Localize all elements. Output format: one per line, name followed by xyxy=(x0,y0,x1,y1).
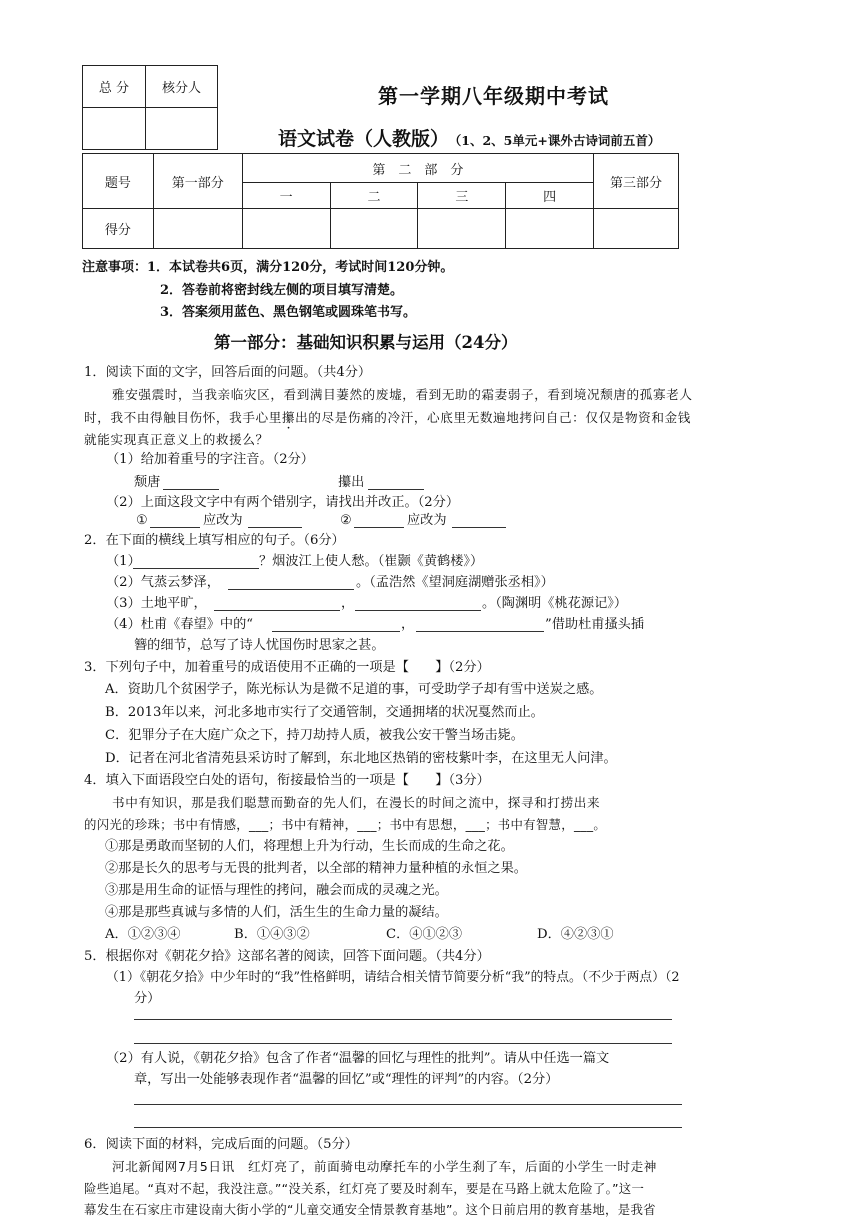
notice-item-1: 1．本试卷共6页，满分120分，考试时间120分钟。 xyxy=(147,260,454,275)
q4-passage-line-2: 的闪光的珍珠；书中有情感，___；书中有精神，___；书中有思想，___；书中有智慧，___。 xyxy=(84,817,607,832)
q6-stem: 6．阅读下面的材料，完成后面的问题。（5分） xyxy=(84,1137,358,1152)
q3-stem: 3．下列句子中，加着重号的成语使用不正确的一项是【 】（2分） xyxy=(84,660,490,675)
score-table xyxy=(82,153,679,249)
q2-line2-label: （2）气蒸云梦泽， xyxy=(106,575,220,590)
q6-passage-line-1: 河北新闻网7月5日讯 红灯亮了，前面骑电动摩托车的小学生刹了车，后面的小学生一时走神 xyxy=(112,1159,657,1174)
score-table-sub-1: 一 xyxy=(242,183,330,209)
exam-subtitle xyxy=(278,124,660,151)
q5-sub1-line-2: 分） xyxy=(134,991,161,1006)
score-table-header-part2: 第 二 部 分 xyxy=(242,154,593,183)
q1-sub1: （1）给加着重号的字注音。（2分） xyxy=(106,452,314,467)
q4-choice-a[interactable]: A．①②③④ xyxy=(105,927,181,942)
score-cell-2-2[interactable] xyxy=(330,209,418,249)
q2-line4-blank-1[interactable] xyxy=(272,631,400,632)
q1-fix2-arrow: 应改为 xyxy=(407,513,447,528)
notice-line-1 xyxy=(82,256,453,275)
q5-sub1-answer-line-1[interactable] xyxy=(134,1019,672,1020)
q1-fix1-label: ① xyxy=(136,513,148,528)
q4-sentence-4: ④那是那些真诚与多情的人们，活生生的生命力量的凝结。 xyxy=(105,905,448,920)
score-table-sub-2: 二 xyxy=(330,183,418,209)
q2-line3-label: （3）土地平旷， xyxy=(106,596,207,611)
q1-fix1-arrow: 应改为 xyxy=(203,513,243,528)
score-table-row-score: 得分 xyxy=(83,209,154,249)
score-table-header-question: 题号 xyxy=(83,154,154,209)
q2-line4-comma: ， xyxy=(401,617,415,632)
score-table-header-part3: 第三部分 xyxy=(594,154,679,209)
q2-line3-blank-1[interactable] xyxy=(214,610,340,611)
q1-word2: 攥出 xyxy=(338,475,365,490)
q1-word1-blank[interactable] xyxy=(163,489,219,490)
q4-choice-b[interactable]: B．①④③② xyxy=(234,927,310,942)
score-box-total-cell[interactable] xyxy=(83,108,146,150)
q3-option-a[interactable]: A．资助几个贫困学子，陈光标认为是微不足道的事，可受助学子却有雪中送炭之感。 xyxy=(105,682,603,697)
q1-emphasis-char: 攥 xyxy=(281,410,296,425)
q1-passage-line-1: 雅安强震时，当我亲临灾区，看到满目萋然的废墟，看到无助的霜妻弱子，看到境况颓唐的孤寡老人 xyxy=(112,387,693,402)
subtitle-note: （1、2、5单元+课外古诗词前五首） xyxy=(455,133,661,148)
q1-fix2-wrong-blank[interactable] xyxy=(354,527,404,528)
q5-sub1-answer-line-2[interactable] xyxy=(134,1043,672,1044)
part1-title: 第一部分：基础知识积累与运用（24分） xyxy=(214,333,518,352)
exam-title: 第一学期八年级期中考试 xyxy=(378,84,609,108)
q2-line5: 簪的细节，总写了诗人忧国伤时思家之甚。 xyxy=(134,638,385,653)
score-table-sub-4: 四 xyxy=(506,183,594,209)
q1-passage-line-2 xyxy=(84,409,691,432)
score-box-checker-label: 核分人 xyxy=(146,66,218,108)
notice-label: 注意事项： xyxy=(82,260,148,275)
q6-passage-line-2: 险些追尾。“真对不起，我没注意。”“没关系，红灯亮了要及时刹车，要是在马路上就太危险了。”这一 xyxy=(84,1181,645,1196)
q2-stem: 2．在下面的横线上填写相应的句子。（6分） xyxy=(84,533,345,548)
q1-p2-part-a: 时，我不由得触目伤怀，我手心里 xyxy=(84,410,282,425)
q2-line3-rest: 。（陶渊明《桃花源记》） xyxy=(482,596,628,611)
q3-option-d[interactable]: D．记者在河北省清苑县采访时了解到，东北地区热销的密枝紫叶李，在这里无人问津。 xyxy=(105,751,617,766)
q1-fix1-wrong-blank[interactable] xyxy=(150,527,200,528)
q2-line4-label: （4）杜甫《春望》中的“ xyxy=(106,617,254,632)
q2-line3-comma: ， xyxy=(341,596,355,611)
q1-word1: 颓唐 xyxy=(134,475,161,490)
notice-item-2: 2．答卷前将密封线左侧的项目填写清楚。 xyxy=(160,283,404,298)
q5-stem: 5．根据你对《朝花夕拾》这部名著的阅读，回答下面问题。（共4分） xyxy=(84,949,490,964)
q4-choice-d[interactable]: D．④②③① xyxy=(537,927,614,942)
score-table-sub-3: 三 xyxy=(418,183,506,209)
score-table-header-part1: 第一部分 xyxy=(153,154,242,209)
q2-line1-blank[interactable] xyxy=(133,568,259,569)
score-box xyxy=(82,65,218,150)
q5-sub2-line-1: （2）有人说，《朝花夕拾》包含了作者“温馨的回忆与理性的批判”。请从中任选一篇文 xyxy=(106,1051,610,1066)
q2-line1-rest: ？烟波江上使人愁。（崔颢《黄鹤楼》） xyxy=(259,554,484,569)
q4-sentence-2: ②那是长久的思考与无畏的批判者，以全部的精神力量种植的永恒之果。 xyxy=(105,861,527,876)
q6-passage-line-3: 幕发生在石家庄市建设南大街小学的“儿童交通安全情景教育基地”。这个日前启用的教育基地，是我省 xyxy=(84,1202,656,1217)
q1-fix2-right-blank[interactable] xyxy=(452,527,506,528)
q1-word2-blank[interactable] xyxy=(368,489,424,490)
q2-line3-blank-2[interactable] xyxy=(355,610,481,611)
q1-sub2: （2）上面这段文字中有两个错别字，请找出并改正。（2分） xyxy=(106,495,460,510)
q2-line2-rest: 。（孟浩然《望洞庭湖赠张丞相》） xyxy=(356,575,554,590)
score-cell-part3[interactable] xyxy=(594,209,679,249)
q1-fix1-right-blank[interactable] xyxy=(248,527,302,528)
q2-line4-rest: ”借助杜甫搔头插 xyxy=(545,617,645,632)
score-cell-2-1[interactable] xyxy=(242,209,330,249)
q2-line4-blank-2[interactable] xyxy=(416,631,544,632)
score-cell-2-4[interactable] xyxy=(506,209,594,249)
q4-sentence-1: ①那是勇敢而坚韧的人们，将理想上升为行动，生长而成的生命之花。 xyxy=(105,839,514,854)
q5-sub2-answer-line-2[interactable] xyxy=(134,1127,682,1128)
q4-choice-c[interactable]: C．④①②③ xyxy=(386,927,463,942)
notice-item-3: 3．答案须用蓝色、黑色钢笔或圆珠笔书写。 xyxy=(160,305,417,320)
score-box-total-label: 总 分 xyxy=(83,66,146,108)
q3-option-c[interactable]: C．犯罪分子在大庭广众之下，持刀劫持人质，被我公安干警当场击毙。 xyxy=(105,728,524,743)
q2-line1-label: （1） xyxy=(106,554,141,569)
score-box-checker-cell[interactable] xyxy=(146,108,218,150)
q5-sub2-line-2: 章，写出一处能够表现作者“温馨的回忆”或“理性的评判”的内容。（2分） xyxy=(134,1072,559,1087)
q2-line2-blank[interactable] xyxy=(228,589,354,590)
score-cell-part1[interactable] xyxy=(153,209,242,249)
q1-fix2-label: ② xyxy=(340,513,352,528)
subtitle-main: 语文试卷（人教版） xyxy=(278,128,450,150)
q4-passage-line-1: 书中有知识，那是我们聪慧而勤奋的先人们，在漫长的时间之流中，探寻和打捞出来 xyxy=(112,795,601,810)
q5-sub2-answer-line-1[interactable] xyxy=(134,1104,682,1105)
q5-sub1-line-1: （1）《朝花夕拾》中少年时的“我”性格鲜明，请结合相关情节简要分析“我”的特点。（不少于两点）（2 xyxy=(106,970,680,985)
q3-option-b[interactable]: B．2013年以来，河北多地市实行了交通管制，交通拥堵的状况戛然而止。 xyxy=(105,705,544,720)
score-cell-2-3[interactable] xyxy=(418,209,506,249)
q4-sentence-3: ③那是用生命的证悟与理性的拷问，融会而成的灵魂之光。 xyxy=(105,883,448,898)
q1-stem: 1．阅读下面的文字，回答后面的问题。（共4分） xyxy=(84,365,372,380)
q1-passage-line-3: 就能实现真正意义上的救援么？ xyxy=(84,432,269,447)
q4-stem: 4．填入下面语段空白处的语句，衔接最恰当的一项是【 】（3分） xyxy=(84,773,490,788)
q1-p2-part-c: 出的尽是伤痛的冷汗，心底里无数遍地拷问自己：仅仅是物资和金钱 xyxy=(295,410,691,425)
